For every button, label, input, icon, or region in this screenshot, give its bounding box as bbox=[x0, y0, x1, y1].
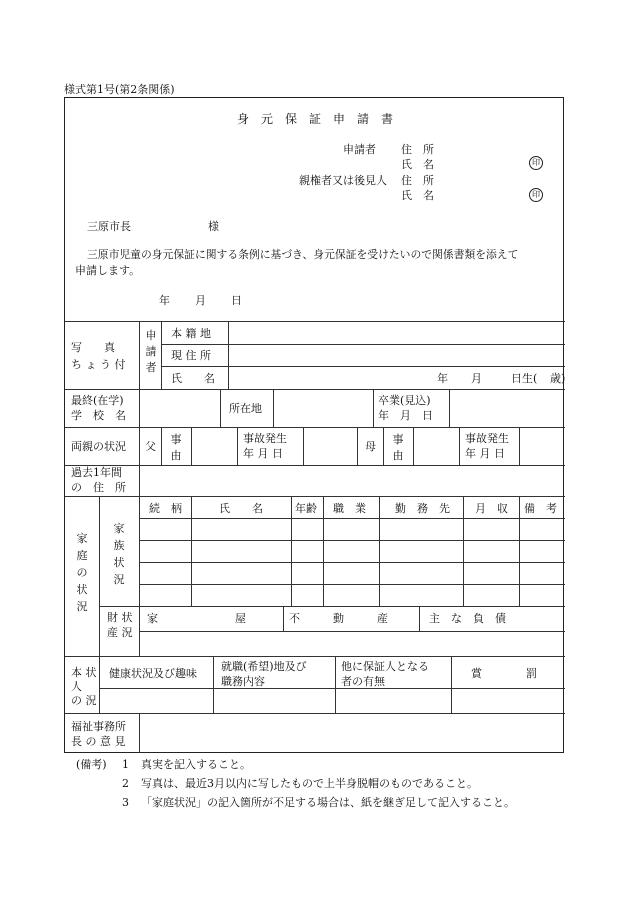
father-label: 父 bbox=[145, 440, 156, 453]
photo-label-line2: ち ょ う 付 bbox=[71, 358, 126, 371]
note-3-num: 3 bbox=[122, 796, 129, 809]
date-month: 月 bbox=[195, 294, 206, 307]
father-reason-label: 事由 bbox=[170, 433, 182, 462]
date-year: 年 bbox=[159, 294, 170, 307]
note-1-text: 真実を記入すること。 bbox=[141, 758, 251, 771]
addressee-honorific: 様 bbox=[208, 220, 219, 233]
col-workplace: 勤 務 先 bbox=[395, 502, 450, 515]
addressee-city: 三原市長 bbox=[87, 220, 131, 233]
current-address-label: 現 住 所 bbox=[171, 349, 211, 362]
col-age: 年齢 bbox=[295, 502, 317, 515]
col-occupation: 職 業 bbox=[333, 502, 366, 515]
mother-accident-line1: 事故発生 bbox=[465, 432, 509, 445]
health-hobby-label: 健康状況及び趣味 bbox=[109, 667, 197, 680]
graduation-label-line1: 卒業(見込) bbox=[378, 394, 431, 407]
job-label-line2: 職務内容 bbox=[221, 675, 265, 688]
body-text-line2: 申請します。 bbox=[75, 264, 141, 277]
applicant-name-label: 氏 名 bbox=[401, 158, 434, 171]
birth-age: 歳) bbox=[550, 372, 566, 385]
note-3-text: 「家庭状況」の記入箇所が不足する場合は、紙を継ぎ足して記入すること。 bbox=[141, 796, 515, 809]
body-text-line1: 三原市児童の身元保証に関する条例に基づき、身元保証を受けたいので関係書類を添えて bbox=[87, 248, 519, 261]
form-title: 身 元 保 証 申 請 書 bbox=[237, 112, 394, 126]
applicant-address-label: 住 所 bbox=[401, 143, 434, 156]
col-income: 月 収 bbox=[475, 502, 508, 515]
birth-day: 日生( bbox=[511, 372, 538, 385]
note-2-text: 写真は、最近3月以内に写したもので上半身脱帽のものであること。 bbox=[141, 777, 478, 790]
col-remarks: 備 考 bbox=[524, 502, 557, 515]
father-accident-line1: 事故発生 bbox=[243, 432, 287, 445]
note-2-num: 2 bbox=[122, 777, 129, 790]
self-label-line1: 本 状 bbox=[71, 666, 97, 679]
mother-accident-line2: 年 月 日 bbox=[465, 447, 505, 460]
application-form bbox=[64, 97, 564, 753]
honseki-label: 本 籍 地 bbox=[171, 327, 211, 340]
parents-label: 両親の状況 bbox=[71, 440, 126, 453]
father-accident-line2: 年 月 日 bbox=[243, 447, 283, 460]
applicant-vertical-label: 申請者 bbox=[145, 329, 157, 374]
guardian-name-label: 氏 名 bbox=[401, 189, 434, 202]
applicant-label: 申請者 bbox=[343, 143, 376, 156]
assets-debt: 主 な 負 債 bbox=[429, 612, 506, 625]
award-penalty-label: 賞 罰 bbox=[471, 667, 537, 680]
assets-label-line1: 財 状 bbox=[107, 611, 133, 624]
self-label-line2: 人 bbox=[71, 680, 82, 693]
past-address-line1: 過去1年間 bbox=[71, 466, 122, 479]
other-guarantor-line1: 他に保証人となる bbox=[341, 660, 429, 673]
graduation-label-line2: 年 月 日 bbox=[378, 409, 433, 422]
applicant-name-cell-label: 氏 名 bbox=[171, 372, 215, 385]
welfare-line2: 長 の 意 見 bbox=[71, 735, 126, 748]
guardian-address-label: 住 所 bbox=[401, 174, 434, 187]
past-address-line2: の 住 所 bbox=[71, 481, 126, 494]
mother-label: 母 bbox=[365, 440, 376, 453]
assets-real-estate: 不 動 産 bbox=[289, 612, 388, 625]
welfare-line1: 福祉事務所 bbox=[71, 720, 126, 733]
applicant-seal: 印 bbox=[529, 156, 543, 170]
household-outer-label: 家庭の状況 bbox=[76, 532, 88, 614]
assets-house: 家 屋 bbox=[147, 612, 246, 625]
col-relation: 続 柄 bbox=[149, 502, 182, 515]
other-guarantor-line2: 者の有無 bbox=[341, 675, 385, 688]
assets-label-line2: 産 況 bbox=[107, 626, 133, 639]
guardian-seal: 印 bbox=[529, 188, 543, 202]
birth-month: 月 bbox=[471, 372, 482, 385]
photo-label-line1: 写 真 bbox=[71, 341, 115, 354]
mother-reason-label: 事由 bbox=[392, 433, 404, 462]
job-label-line1: 就職(希望)地及び bbox=[221, 660, 307, 673]
school-label-line2: 学 校 名 bbox=[71, 409, 126, 422]
col-name: 氏 名 bbox=[219, 502, 263, 515]
self-label-line3: の 況 bbox=[71, 694, 97, 707]
school-location-label: 所在地 bbox=[229, 402, 262, 415]
form-number: 様式第1号(第2条関係) bbox=[64, 83, 175, 96]
note-1-num: 1 bbox=[122, 758, 129, 771]
school-label-line1: 最終(在学) bbox=[71, 394, 124, 407]
family-label: 家族状況 bbox=[113, 522, 125, 587]
date-day: 日 bbox=[231, 294, 242, 307]
guardian-label: 親権者又は後見人 bbox=[299, 174, 387, 187]
notes-label: (備考) bbox=[76, 758, 107, 771]
birth-year: 年 bbox=[437, 372, 448, 385]
